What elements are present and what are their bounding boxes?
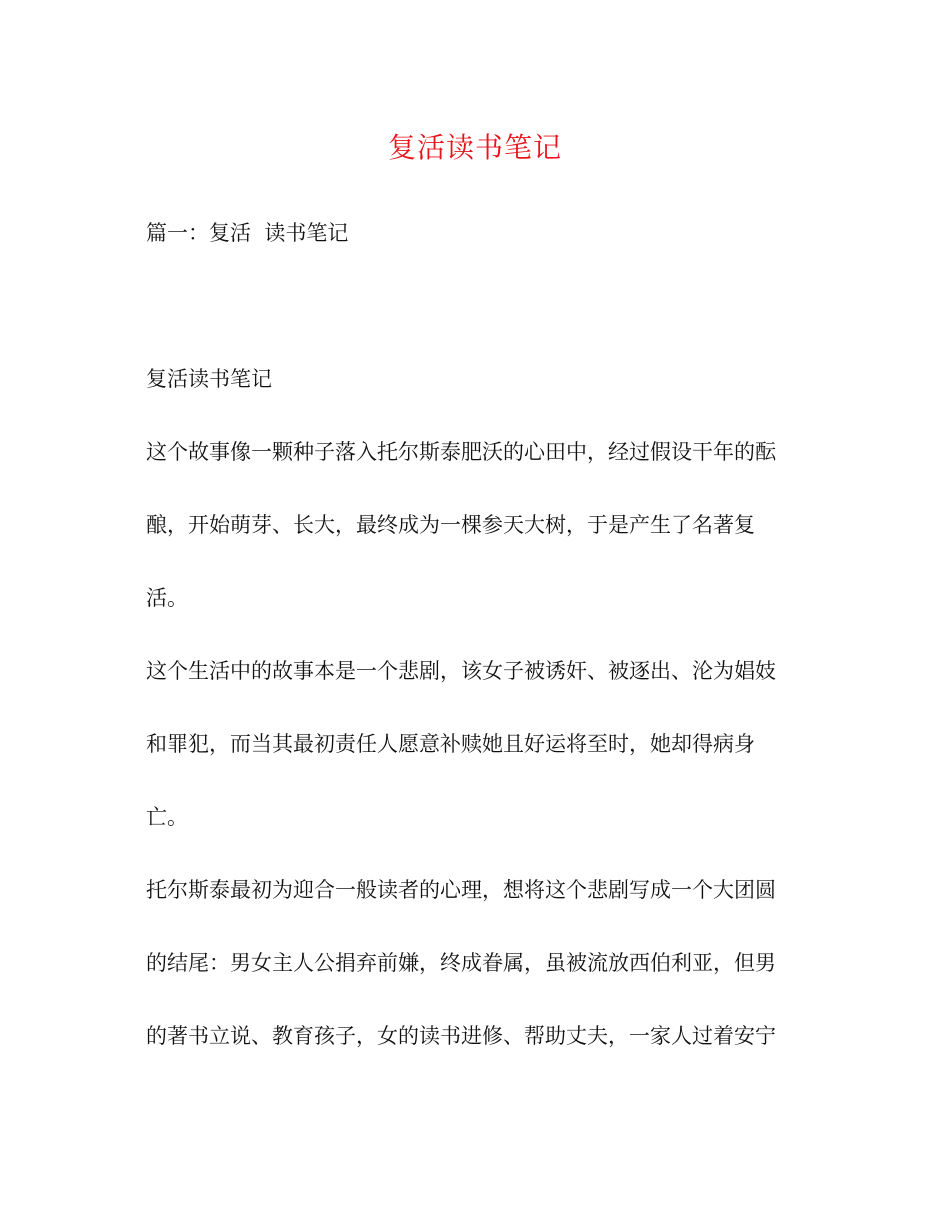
body-line: 亡。 <box>146 805 188 829</box>
document-title: 复活读书笔记 <box>387 131 562 164</box>
body-line: 托尔斯泰最初为迎合一般读者的心理，想将这个悲剧写成一个大团圆 <box>146 878 776 902</box>
body-line: 复活读书笔记 <box>146 367 272 391</box>
body-line: 活。 <box>146 586 188 610</box>
body-line: 和罪犯，而当其最初责任人愿意补赎她且好运将至时，她却得病身 <box>146 732 755 756</box>
body-line: 酿，开始萌芽、长大，最终成为一棵参天大树，于是产生了名著复 <box>146 513 755 537</box>
body-line: 这个生活中的故事本是一个悲剧，该女子被诱奸、被逐出、沦为娼妓 <box>146 659 776 683</box>
section-heading: 篇一：复活 读书笔记 <box>146 221 349 245</box>
body-line: 的著书立说、教育孩子，女的读书进修、帮助丈夫，一家人过着安宁 <box>146 1024 776 1048</box>
body-line: 这个故事像一颗种子落入托尔斯泰肥沃的心田中，经过假设干年的酝 <box>146 440 776 464</box>
body-line: 的结尾：男女主人公捐弃前嫌，终成眷属，虽被流放西伯利亚，但男 <box>146 951 776 975</box>
